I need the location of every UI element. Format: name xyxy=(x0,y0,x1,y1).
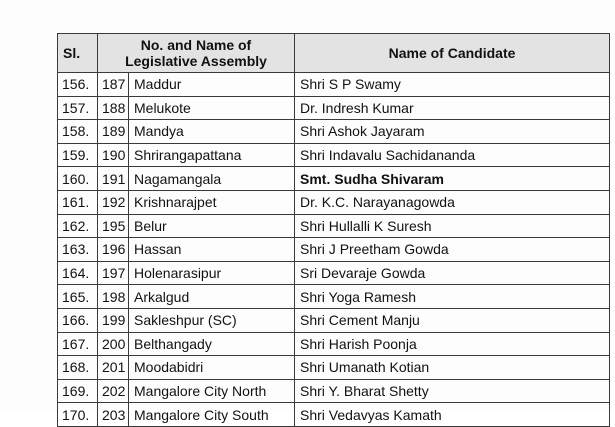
row-candidate-name: Dr. Indresh Kumar xyxy=(295,96,610,120)
header-assembly-line1: No. and Name of xyxy=(140,37,252,53)
row-candidate-name: Shri S P Swamy xyxy=(295,73,610,97)
table-row xyxy=(58,96,610,120)
row-sl: 170. xyxy=(58,403,98,427)
row-assembly-name: Mandya xyxy=(129,120,295,144)
header-candidate: Name of Candidate xyxy=(295,34,610,73)
table-row xyxy=(58,238,610,262)
table-row xyxy=(58,308,610,332)
row-candidate-name: Shri Ashok Jayaram xyxy=(295,120,610,144)
table-row xyxy=(58,214,610,238)
header-assembly xyxy=(98,34,295,73)
table-row xyxy=(58,403,610,427)
row-assembly-number: 188 xyxy=(98,96,129,120)
row-candidate-name: Shri J Preetham Gowda xyxy=(295,238,610,262)
row-sl: 163. xyxy=(58,238,98,262)
row-assembly-name: Krishnarajpet xyxy=(129,190,295,214)
row-sl: 158. xyxy=(58,120,98,144)
row-assembly-name: Arkalgud xyxy=(129,285,295,309)
table-row xyxy=(58,261,610,285)
row-candidate-name: Shri Harish Poonja xyxy=(295,332,610,356)
row-sl: 167. xyxy=(58,332,98,356)
row-candidate-name: Shri Hullalli K Suresh xyxy=(295,214,610,238)
table-header-row xyxy=(58,34,610,73)
row-sl: 161. xyxy=(58,190,98,214)
row-assembly-number: 203 xyxy=(98,403,129,427)
row-sl: 168. xyxy=(58,356,98,380)
row-assembly-name: Maddur xyxy=(129,73,295,97)
row-assembly-name: Belur xyxy=(129,214,295,238)
row-candidate-name: Sri Devaraje Gowda xyxy=(295,261,610,285)
row-assembly-number: 202 xyxy=(98,379,129,403)
table-row xyxy=(58,143,610,167)
row-candidate-name: Shri Cement Manju xyxy=(295,308,610,332)
row-sl: 159. xyxy=(58,143,98,167)
row-candidate-name: Dr. K.C. Narayanagowda xyxy=(295,190,610,214)
table-row xyxy=(58,332,610,356)
row-candidate-name: Shri Vedavyas Kamath xyxy=(295,403,610,427)
row-assembly-name: Melukote xyxy=(129,96,295,120)
header-assembly-line2: Legislative Assembly xyxy=(125,53,267,69)
row-assembly-number: 200 xyxy=(98,332,129,356)
row-assembly-number: 195 xyxy=(98,214,129,238)
row-sl: 169. xyxy=(58,379,98,403)
candidate-table xyxy=(57,33,610,427)
row-assembly-name: Nagamangala xyxy=(129,167,295,191)
row-assembly-number: 187 xyxy=(98,73,129,97)
row-candidate-name: Shri Y. Bharat Shetty xyxy=(295,379,610,403)
row-candidate-name: Shri Indavalu Sachidananda xyxy=(295,143,610,167)
row-assembly-number: 192 xyxy=(98,190,129,214)
table-row xyxy=(58,285,610,309)
row-assembly-name: Holenarasipur xyxy=(129,261,295,285)
table-row xyxy=(58,379,610,403)
row-candidate-name: Shri Yoga Ramesh xyxy=(295,285,610,309)
row-assembly-name: Moodabidri xyxy=(129,356,295,380)
table-row xyxy=(58,190,610,214)
row-assembly-number: 196 xyxy=(98,238,129,262)
row-sl: 162. xyxy=(58,214,98,238)
row-sl: 166. xyxy=(58,308,98,332)
row-sl: 156. xyxy=(58,73,98,97)
table-body xyxy=(58,73,610,427)
row-assembly-name: Hassan xyxy=(129,238,295,262)
table-row xyxy=(58,356,610,380)
row-assembly-number: 191 xyxy=(98,167,129,191)
row-sl: 165. xyxy=(58,285,98,309)
row-assembly-name: Mangalore City North xyxy=(129,379,295,403)
table-row xyxy=(58,167,610,191)
row-assembly-name: Shrirangapattana xyxy=(129,143,295,167)
row-candidate-name: Smt. Sudha Shivaram xyxy=(295,167,610,191)
header-sl: Sl. xyxy=(58,34,98,73)
row-assembly-number: 197 xyxy=(98,261,129,285)
row-assembly-number: 199 xyxy=(98,308,129,332)
table-row xyxy=(58,73,610,97)
row-sl: 160. xyxy=(58,167,98,191)
row-assembly-name: Sakleshpur (SC) xyxy=(129,308,295,332)
row-assembly-number: 190 xyxy=(98,143,129,167)
row-assembly-name: Belthangady xyxy=(129,332,295,356)
row-assembly-number: 198 xyxy=(98,285,129,309)
table-row xyxy=(58,120,610,144)
row-assembly-name: Mangalore City South xyxy=(129,403,295,427)
row-sl: 164. xyxy=(58,261,98,285)
row-sl: 157. xyxy=(58,96,98,120)
row-assembly-number: 189 xyxy=(98,120,129,144)
row-candidate-name: Shri Umanath Kotian xyxy=(295,356,610,380)
row-assembly-number: 201 xyxy=(98,356,129,380)
